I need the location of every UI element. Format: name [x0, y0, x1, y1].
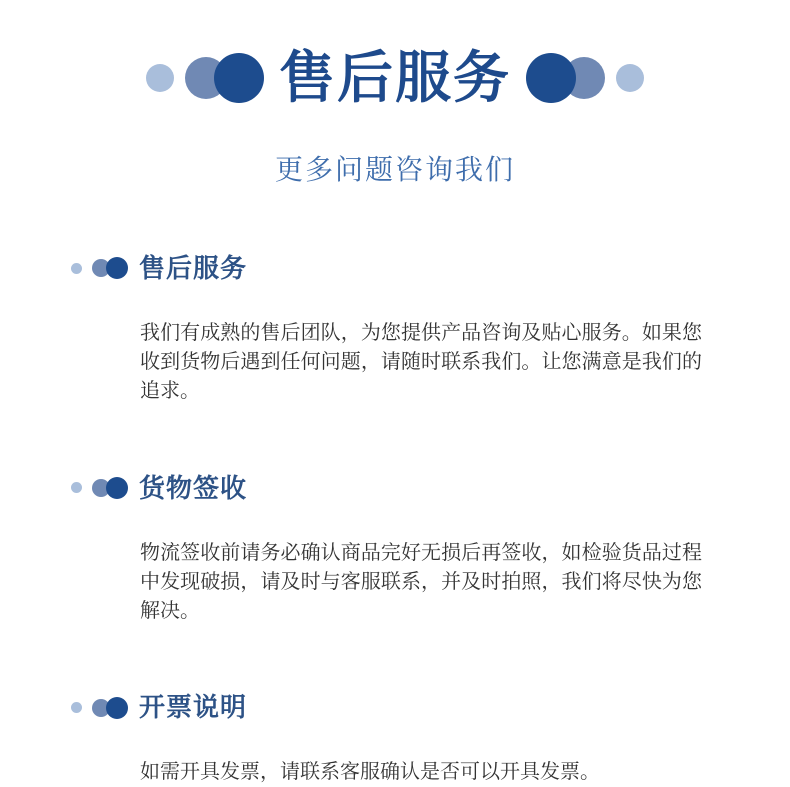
section-invoice-info [71, 672, 790, 787]
title-banner [0, 0, 790, 109]
section-heading: 开票说明 [139, 692, 248, 723]
bullet-dot-small-icon [71, 482, 82, 493]
decor-dot-large-icon [526, 53, 576, 103]
bullet-dot-large-icon [106, 697, 128, 719]
page-title: 售后服务 [279, 46, 511, 109]
section-header [71, 232, 790, 304]
section-heading: 售后服务 [139, 252, 248, 283]
bullet-dot-large-icon [106, 477, 128, 499]
title-dots-right [526, 53, 644, 103]
section-header [71, 672, 790, 744]
decor-dot-large-icon [214, 53, 264, 103]
bullet-dots [71, 477, 128, 499]
bullet-dot-small-icon [71, 263, 82, 274]
decor-dot-small-icon [616, 64, 644, 92]
page-subtitle: 更多问题咨询我们 [274, 154, 515, 185]
title-dots-left [146, 53, 264, 103]
section-after-sales [71, 232, 790, 406]
bullet-dots [71, 257, 128, 279]
bullet-dot-small-icon [71, 702, 82, 713]
section-body-text: 我们有成熟的售后团队，为您提供产品咨询及贴心服务。如果您收到货物后遇到任何问题，请随时联系我们。让您满意是我们的追求。 [140, 321, 702, 402]
bullet-dot-large-icon [106, 257, 128, 279]
decor-dot-small-icon [146, 64, 174, 92]
section-body-text: 如需开具发票，请联系客服确认是否可以开具发票。 [140, 761, 600, 784]
section-body-text: 物流签收前请务必确认商品完好无损后再签收，如检验货品过程中发现破损，请及时与客服联系，并及时拍照，我们将尽快为您解决。 [140, 541, 702, 622]
section-goods-receipt [71, 452, 790, 626]
section-header [71, 452, 790, 524]
section-heading: 货物签收 [139, 472, 248, 503]
bullet-dots [71, 697, 128, 719]
